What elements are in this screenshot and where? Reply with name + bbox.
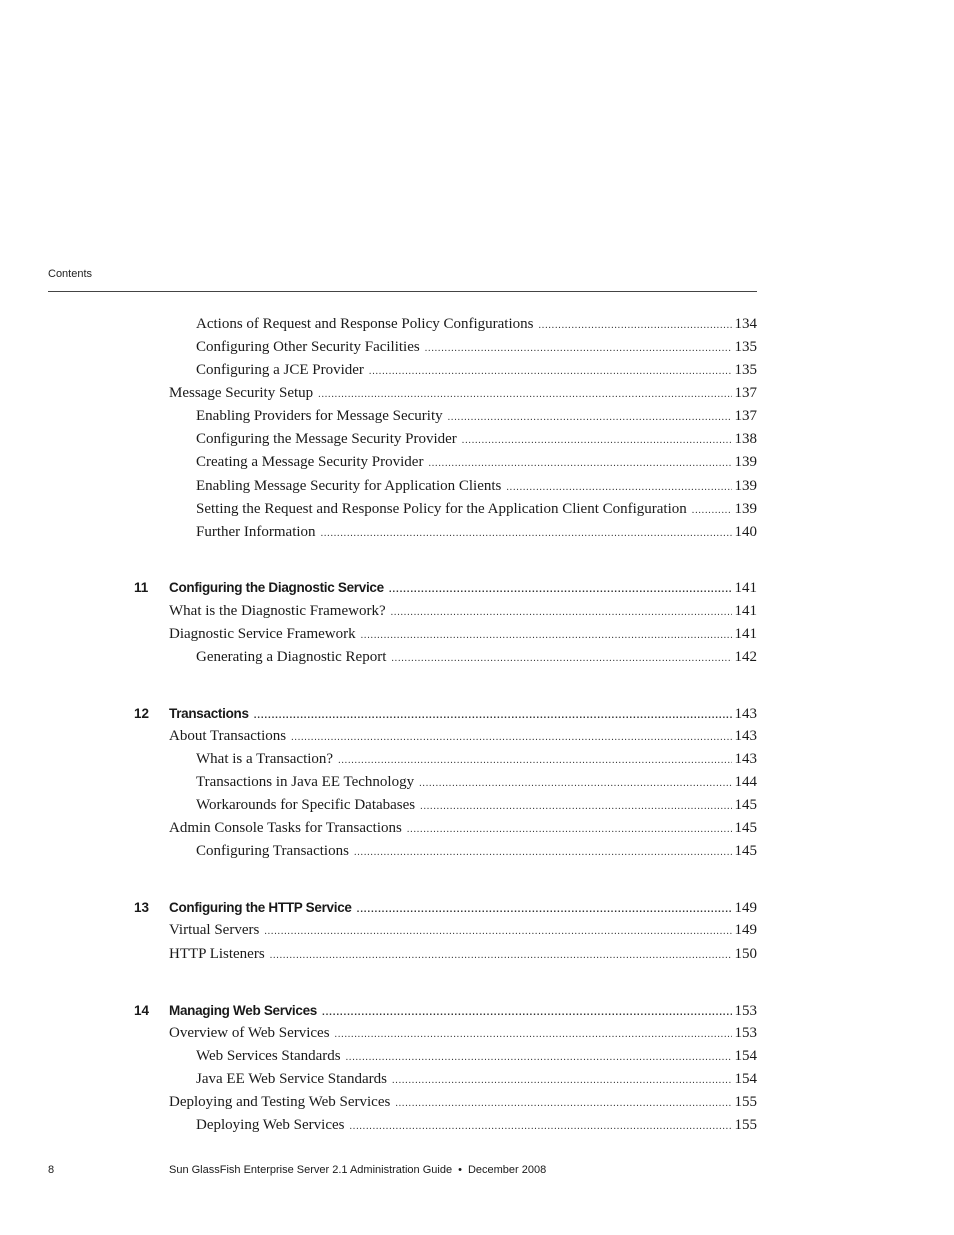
toc-entry-title: Transactions in Java EE Technology bbox=[196, 774, 415, 790]
toc-entry-title: Configuring the Message Security Provider bbox=[196, 431, 457, 447]
leader-dots bbox=[254, 704, 732, 727]
toc-entry[interactable] bbox=[169, 1022, 757, 1045]
toc-entry-page: 154 bbox=[734, 1071, 757, 1087]
toc-entry-page: 139 bbox=[734, 501, 757, 517]
leader-dots bbox=[318, 383, 731, 406]
toc-entry[interactable] bbox=[196, 771, 757, 794]
toc-entry-page: 142 bbox=[734, 649, 757, 665]
footer-bullet: • bbox=[458, 1164, 462, 1176]
toc-entry-page: 144 bbox=[734, 774, 757, 790]
toc-entry-page: 141 bbox=[734, 580, 757, 596]
toc-entry-title: HTTP Listeners bbox=[169, 946, 265, 962]
toc-entry-page: 143 bbox=[734, 706, 757, 722]
toc-entry-title: Workarounds for Specific Databases bbox=[196, 797, 416, 813]
leader-dots bbox=[322, 1001, 731, 1024]
leader-dots bbox=[391, 647, 731, 670]
toc-entry-title: Configuring Transactions bbox=[196, 843, 349, 859]
toc-chapter-title: Configuring the HTTP Service bbox=[169, 900, 352, 915]
running-header: Contents bbox=[48, 268, 93, 280]
leader-dots bbox=[357, 898, 732, 921]
toc-entry-title: Virtual Servers bbox=[169, 922, 260, 938]
toc-entry-title: About Transactions bbox=[169, 728, 287, 744]
toc-entry-title: Message Security Setup bbox=[169, 385, 314, 401]
toc-entry[interactable] bbox=[196, 359, 757, 382]
toc-entry-page: 137 bbox=[734, 385, 757, 401]
leader-dots bbox=[321, 522, 732, 545]
toc-entry[interactable] bbox=[169, 725, 757, 748]
toc-entry[interactable] bbox=[196, 498, 757, 521]
toc-entry[interactable] bbox=[169, 817, 757, 840]
toc-entry-page: 135 bbox=[734, 339, 757, 355]
toc-entry-page: 149 bbox=[734, 922, 757, 938]
toc-entry-page: 145 bbox=[734, 820, 757, 836]
header-divider bbox=[48, 291, 757, 292]
toc-entry-title: Configuring a JCE Provider bbox=[196, 362, 364, 378]
toc-entry-page: 140 bbox=[734, 524, 757, 540]
leader-dots bbox=[419, 772, 731, 795]
toc-entry[interactable] bbox=[169, 623, 757, 646]
toc-entry[interactable] bbox=[169, 919, 757, 942]
toc-entry-page: 145 bbox=[734, 797, 757, 813]
toc-chapter-entry[interactable] bbox=[169, 896, 757, 919]
toc-chapter-title: Managing Web Services bbox=[169, 1003, 318, 1018]
toc-entry[interactable] bbox=[169, 943, 757, 966]
toc-entry-page: 134 bbox=[734, 316, 757, 332]
leader-dots bbox=[349, 1115, 731, 1138]
toc-entry[interactable] bbox=[169, 600, 757, 623]
toc-entry[interactable] bbox=[196, 428, 757, 451]
leader-dots bbox=[346, 1046, 732, 1069]
leader-dots bbox=[448, 406, 732, 429]
chapter-number: 14 bbox=[134, 1003, 150, 1018]
toc-entry[interactable] bbox=[169, 1091, 757, 1114]
toc-entry-page: 150 bbox=[734, 946, 757, 962]
toc-entry-title: Setting the Request and Response Policy for the Application Client Configuration bbox=[196, 501, 687, 517]
toc-entry-page: 155 bbox=[734, 1094, 757, 1110]
leader-dots bbox=[335, 1023, 732, 1046]
chapter-number: 13 bbox=[134, 900, 150, 915]
toc-entry-page: 141 bbox=[734, 603, 757, 619]
toc-entry[interactable] bbox=[196, 646, 757, 669]
toc-entry-title: Enabling Message Security for Application Clients bbox=[196, 478, 502, 494]
leader-dots bbox=[425, 337, 732, 360]
leader-dots bbox=[392, 1069, 732, 1092]
toc-entry[interactable] bbox=[196, 336, 757, 359]
toc-entry-page: 139 bbox=[734, 454, 757, 470]
toc-entry[interactable] bbox=[196, 1045, 757, 1068]
chapter-number: 11 bbox=[134, 580, 149, 595]
toc-entry-title: Configuring Other Security Facilities bbox=[196, 339, 420, 355]
leader-dots bbox=[389, 578, 732, 601]
footer-doc-info bbox=[169, 1164, 546, 1176]
toc-entry[interactable] bbox=[196, 794, 757, 817]
toc-entry-title: Actions of Request and Response Policy Configurations bbox=[196, 316, 534, 332]
leader-dots bbox=[407, 818, 732, 841]
toc-entry-page: 154 bbox=[734, 1048, 757, 1064]
leader-dots bbox=[354, 841, 732, 864]
toc-entry-page: 153 bbox=[734, 1003, 757, 1019]
toc-entry-page: 141 bbox=[734, 626, 757, 642]
footer-date: December 2008 bbox=[467, 1164, 547, 1176]
toc-entry-title: Further Information bbox=[196, 524, 316, 540]
toc-chapter-title: Transactions bbox=[169, 706, 249, 721]
toc-entry-title: Admin Console Tasks for Transactions bbox=[169, 820, 402, 836]
toc-entry-page: 137 bbox=[734, 408, 757, 424]
toc-entry-title: Overview of Web Services bbox=[169, 1025, 330, 1041]
leader-dots bbox=[692, 499, 732, 522]
toc-entry-page: 143 bbox=[734, 751, 757, 767]
toc-entry-page: 155 bbox=[734, 1117, 757, 1133]
toc-entry-page: 145 bbox=[734, 843, 757, 859]
toc-chapter-entry[interactable] bbox=[169, 999, 757, 1022]
leader-dots bbox=[420, 795, 731, 818]
toc-entry-title: What is the Diagnostic Framework? bbox=[169, 603, 386, 619]
toc-entry-page: 138 bbox=[734, 431, 757, 447]
toc-chapter-title: Configuring the Diagnostic Service bbox=[169, 580, 384, 595]
leader-dots bbox=[462, 429, 732, 452]
toc-entry[interactable] bbox=[196, 313, 757, 336]
toc-entry-title: What is a Transaction? bbox=[196, 751, 334, 767]
leader-dots bbox=[391, 601, 732, 624]
toc-entry-page: 143 bbox=[734, 728, 757, 744]
leader-dots bbox=[506, 476, 731, 499]
toc-entry[interactable] bbox=[196, 1114, 757, 1137]
toc-chapter-entry[interactable] bbox=[169, 702, 757, 725]
toc-entry-page: 139 bbox=[734, 478, 757, 494]
toc-entry[interactable] bbox=[169, 382, 757, 405]
toc-entry-page: 153 bbox=[734, 1025, 757, 1041]
toc-entry-title: Diagnostic Service Framework bbox=[169, 626, 356, 642]
toc-chapter-entry[interactable] bbox=[169, 576, 757, 599]
chapter-number: 12 bbox=[134, 706, 150, 721]
toc-entry-title: Web Services Standards bbox=[196, 1048, 341, 1064]
toc-entry-title: Deploying and Testing Web Services bbox=[169, 1094, 391, 1110]
leader-dots bbox=[538, 314, 731, 337]
toc-entry-title: Enabling Providers for Message Security bbox=[196, 408, 443, 424]
leader-dots bbox=[428, 452, 731, 475]
toc-entry[interactable] bbox=[196, 748, 757, 771]
toc-entry[interactable] bbox=[196, 405, 757, 428]
leader-dots bbox=[361, 624, 732, 647]
toc-entry-page: 135 bbox=[734, 362, 757, 378]
leader-dots bbox=[395, 1092, 731, 1115]
leader-dots bbox=[264, 920, 731, 943]
toc-entry-title: Generating a Diagnostic Report bbox=[196, 649, 387, 665]
toc-entry-title: Deploying Web Services bbox=[196, 1117, 345, 1133]
toc-entry-title: Creating a Message Security Provider bbox=[196, 454, 424, 470]
toc-entry[interactable] bbox=[196, 451, 757, 474]
toc-entry[interactable] bbox=[196, 521, 757, 544]
leader-dots bbox=[291, 726, 731, 749]
toc-entry-page: 149 bbox=[734, 900, 757, 916]
footer-page-number: 8 bbox=[48, 1164, 55, 1176]
footer-doc-title: Sun GlassFish Enterprise Server 2.1 Administration Guide bbox=[169, 1164, 453, 1176]
leader-dots bbox=[338, 749, 731, 772]
toc-entry[interactable] bbox=[196, 475, 757, 498]
toc-entry[interactable] bbox=[196, 840, 757, 863]
leader-dots bbox=[369, 360, 732, 383]
toc-entry[interactable] bbox=[196, 1068, 757, 1091]
leader-dots bbox=[270, 944, 732, 967]
toc-entry-title: Java EE Web Service Standards bbox=[196, 1071, 387, 1087]
